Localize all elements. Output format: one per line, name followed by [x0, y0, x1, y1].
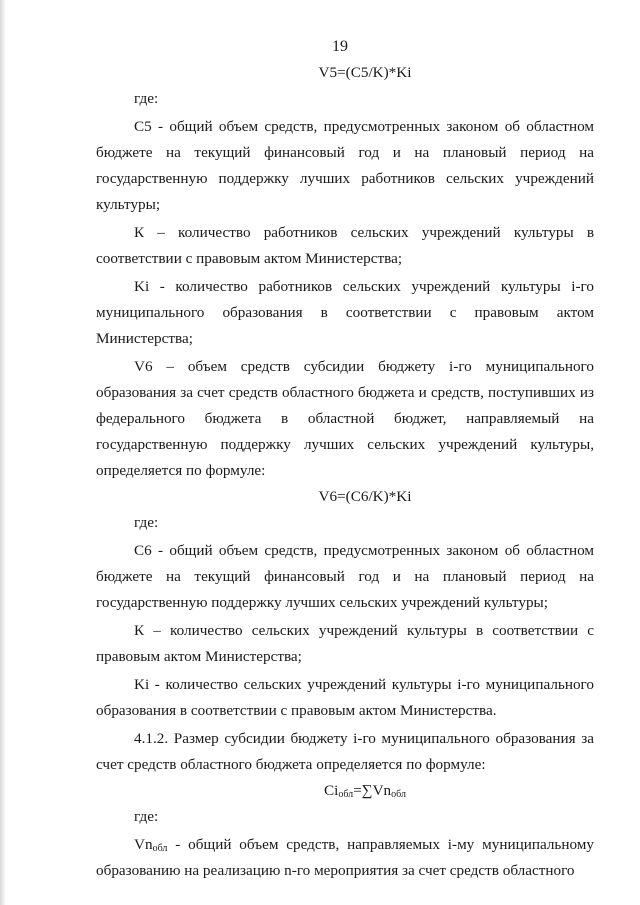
where-label-3: где: — [134, 808, 159, 825]
vn-text: - общий объем средств, направляемых i-му муниципальному образованию на реализацию n-го мероприятия за счет средств областного — [96, 836, 594, 879]
paragraph-v6: V6 – объем средств субсидии бюджету i-го муниципального образования за счет средств областного бюджета и средств, поступивших из федерального бюджета в областной бюджет, направляемый на государственную поддержку лучших сельских учреждений культуры, определяется по формуле: — [96, 358, 594, 479]
formula-ci-left-sub: обл — [338, 789, 354, 800]
paragraph-ki1: Ki - количество работников сельских учреждений культуры i-го муниципального образования в соответствии с правовым актом Министерства; — [96, 278, 594, 347]
vn-term: Vn — [134, 836, 153, 853]
formula-ci-left: Ci — [323, 782, 339, 799]
paragraph-k2: К – количество сельских учреждений культуры в соответствии с правовым актом Министерства; — [96, 622, 594, 665]
formula-ci-right-sub: обл — [391, 789, 406, 800]
paragraph-vn — [96, 832, 594, 884]
formula-v5: V5=(C5/K)*Ki — [318, 64, 412, 81]
scan-edge-shadow — [0, 0, 6, 905]
paragraph-c5: С5 - общий объем средств, предусмотренных законом об областном бюджете на текущий финансовый год и на плановый период на государственную поддержку лучших работников сельских учреждений культуры; — [96, 118, 594, 213]
where-label-1: где: — [134, 90, 159, 107]
vn-term-sub: обл — [152, 843, 168, 854]
paragraph-k1: К – количество работников сельских учреждений культуры в соответствии с правовым актом Министерства; — [96, 224, 594, 267]
where-label-2: где: — [134, 514, 159, 531]
formula-v6: V6=(C6/K)*Ki — [318, 488, 412, 505]
formula-ci — [96, 778, 594, 804]
formula-ci-middle: =∑Vn — [353, 782, 392, 799]
paragraph-ki2: Ki - количество сельских учреждений культуры i-го муниципального образования в соответствии с правовым актом Министерства. — [96, 676, 594, 719]
paragraph-c6: С6 - общий объем средств, предусмотренных законом об областном бюджете на текущий финансовый год и на плановый период на государственную поддержку лучших сельских учреждений культуры; — [96, 542, 594, 611]
page-number: 19 — [332, 38, 348, 55]
document-body — [96, 60, 594, 884]
paragraph-4-1-2: 4.1.2. Размер субсидии бюджету i-го муниципального образования за счет средств областного бюджета определяется по формуле: — [96, 730, 594, 773]
